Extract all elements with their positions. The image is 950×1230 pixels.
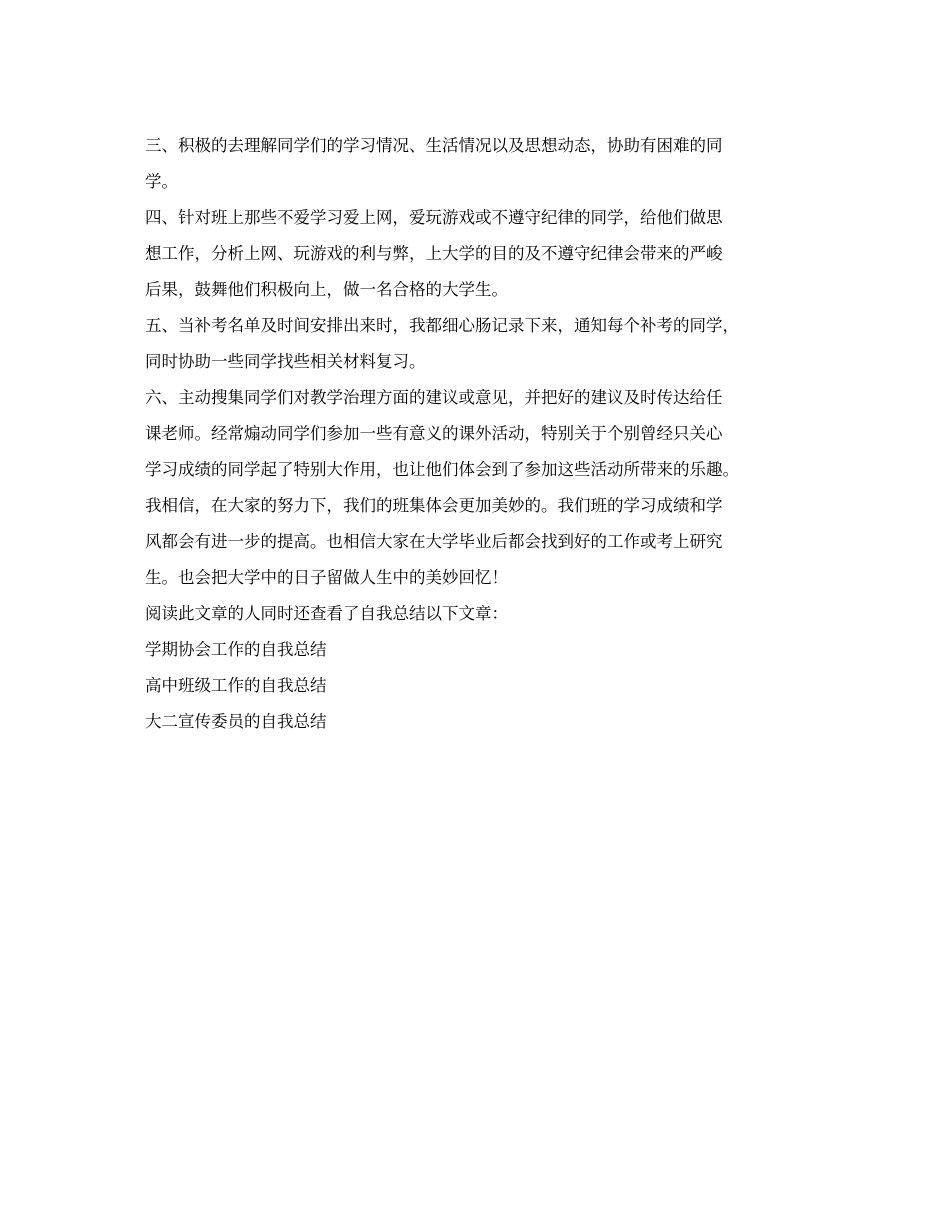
paragraph-line: 学习成绩的同学起了特别大作用，也让他们体会到了参加这些活动所带来的乐趣。 — [145, 460, 739, 479]
paragraph-line: 六、主动搜集同学们对教学治理方面的建议或意见，并把好的建议及时传达给任 — [145, 388, 723, 407]
paragraph-line: 四、针对班上那些不爱学习爱上网，爱玩游戏或不遵守纪律的同学，给他们做思 — [145, 208, 723, 227]
paragraph-line: 同时协助一些同学找些相关材料复习。 — [145, 352, 426, 371]
paragraph-line: 生。也会把大学中的日子留做人生中的美妙回忆！ — [145, 568, 508, 587]
paragraph-line: 后果，鼓舞他们积极向上，做一名合格的大学生。 — [145, 280, 508, 299]
paragraph-line: 学。 — [145, 172, 178, 191]
paragraph-line: 我相信，在大家的努力下，我们的班集体会更加美妙的。我们班的学习成绩和学 — [145, 496, 723, 515]
paragraph-line: 风都会有进一步的提高。也相信大家在大学毕业后都会找到好的工作或考上研究 — [145, 532, 723, 551]
related-article-link[interactable]: 高中班级工作的自我总结 — [145, 676, 327, 695]
related-article-link[interactable]: 学期协会工作的自我总结 — [145, 640, 327, 659]
paragraph-line: 想工作，分析上网、玩游戏的利与弊，上大学的目的及不遵守纪律会带来的严峻 — [145, 244, 723, 263]
paragraph-line: 五、当补考名单及时间安排出来时，我都细心肠记录下来，通知每个补考的同学， — [145, 316, 739, 335]
related-article-link[interactable]: 大二宣传委员的自我总结 — [145, 712, 327, 731]
paragraph-line: 课老师。经常煽动同学们参加一些有意义的课外活动，特别关于个别曾经只关心 — [145, 424, 723, 443]
paragraph-line: 三、积极的去理解同学们的学习情况、生活情况以及思想动态，协助有困难的同 — [145, 136, 723, 155]
document-body — [145, 128, 810, 740]
related-articles-intro: 阅读此文章的人同时还查看了自我总结以下文章： — [145, 604, 508, 623]
